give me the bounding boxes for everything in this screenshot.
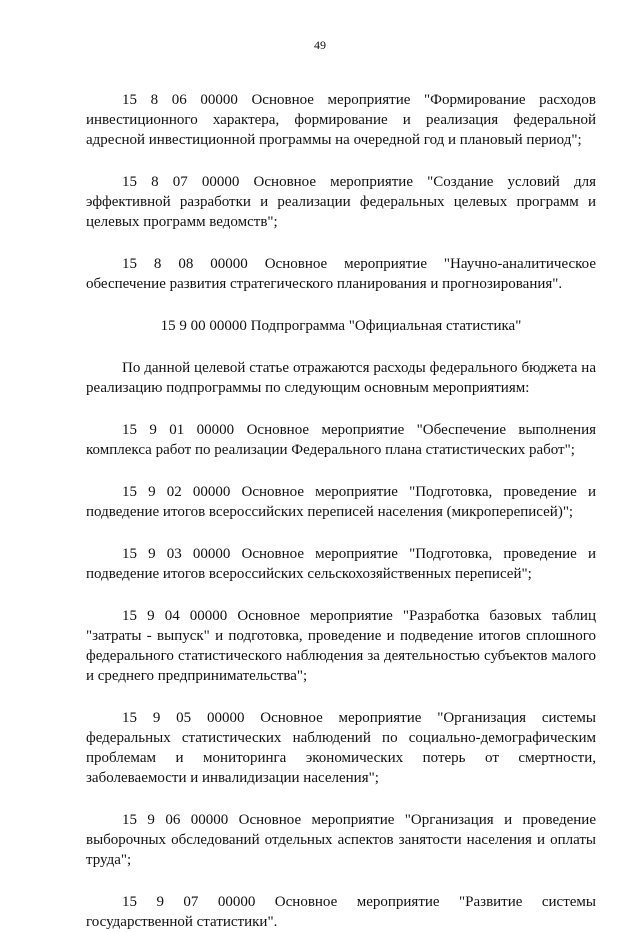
paragraph-intro: По данной целевой статье отражаются расходы федерального бюджета на реализацию подпрограммы по следующим основным мероприятиям: — [86, 360, 596, 396]
paragraph-15-9-06: 15 9 06 00000 Основное мероприятие "Организация и проведение выборочных обследований отдельных аспектов занятости населения и оплаты труда"; — [86, 812, 596, 868]
paragraph-15-9-05: 15 9 05 00000 Основное мероприятие "Организация системы федеральных статистических наблюдений по социально-демографическим проблемам и мониторинга экономических потерь от смертности, заболеваемости и инвалидизации населения"; — [86, 710, 596, 786]
paragraph-15-9-07: 15 9 07 00000 Основное мероприятие "Развитие системы государственной статистики". — [86, 894, 596, 930]
document-body — [86, 90, 596, 932]
page-number: 49 — [314, 38, 326, 52]
paragraph-15-9-04: 15 9 04 00000 Основное мероприятие "Разработка базовых таблиц "затраты - выпуск" и подготовка, проведение и подведение итогов сплошного федерального статистического наблюдения за деятельностью субъектов малого и среднего предпринимательства"; — [86, 608, 596, 684]
paragraph-15-9-03: 15 9 03 00000 Основное мероприятие "Подготовка, проведение и подведение итогов всероссийских сельскохозяйственных переписей"; — [86, 546, 596, 582]
paragraph-15-8-08: 15 8 08 00000 Основное мероприятие "Научно-аналитическое обеспечение развития стратегического планирования и прогнозирования". — [86, 256, 596, 292]
paragraph-15-8-07: 15 8 07 00000 Основное мероприятие "Создание условий для эффективной разработки и реализации федеральных целевых программ и целевых программ ведомств"; — [86, 174, 596, 230]
paragraph-15-8-06: 15 8 06 00000 Основное мероприятие "Формирование расходов инвестиционного характера, формирование и реализация федеральной адресной инвестиционной программы на очередной год и плановый период"; — [86, 92, 596, 148]
section-heading-official-statistics: 15 9 00 00000 Подпрограмма "Официальная статистика" — [160, 318, 522, 334]
paragraph-15-9-01: 15 9 01 00000 Основное мероприятие "Обеспечение выполнения комплекса работ по реализации Федерального плана статистических работ"; — [86, 422, 596, 458]
paragraph-15-9-02: 15 9 02 00000 Основное мероприятие "Подготовка, проведение и подведение итогов всероссийских переписей населения (микропереписей)"; — [86, 484, 596, 520]
